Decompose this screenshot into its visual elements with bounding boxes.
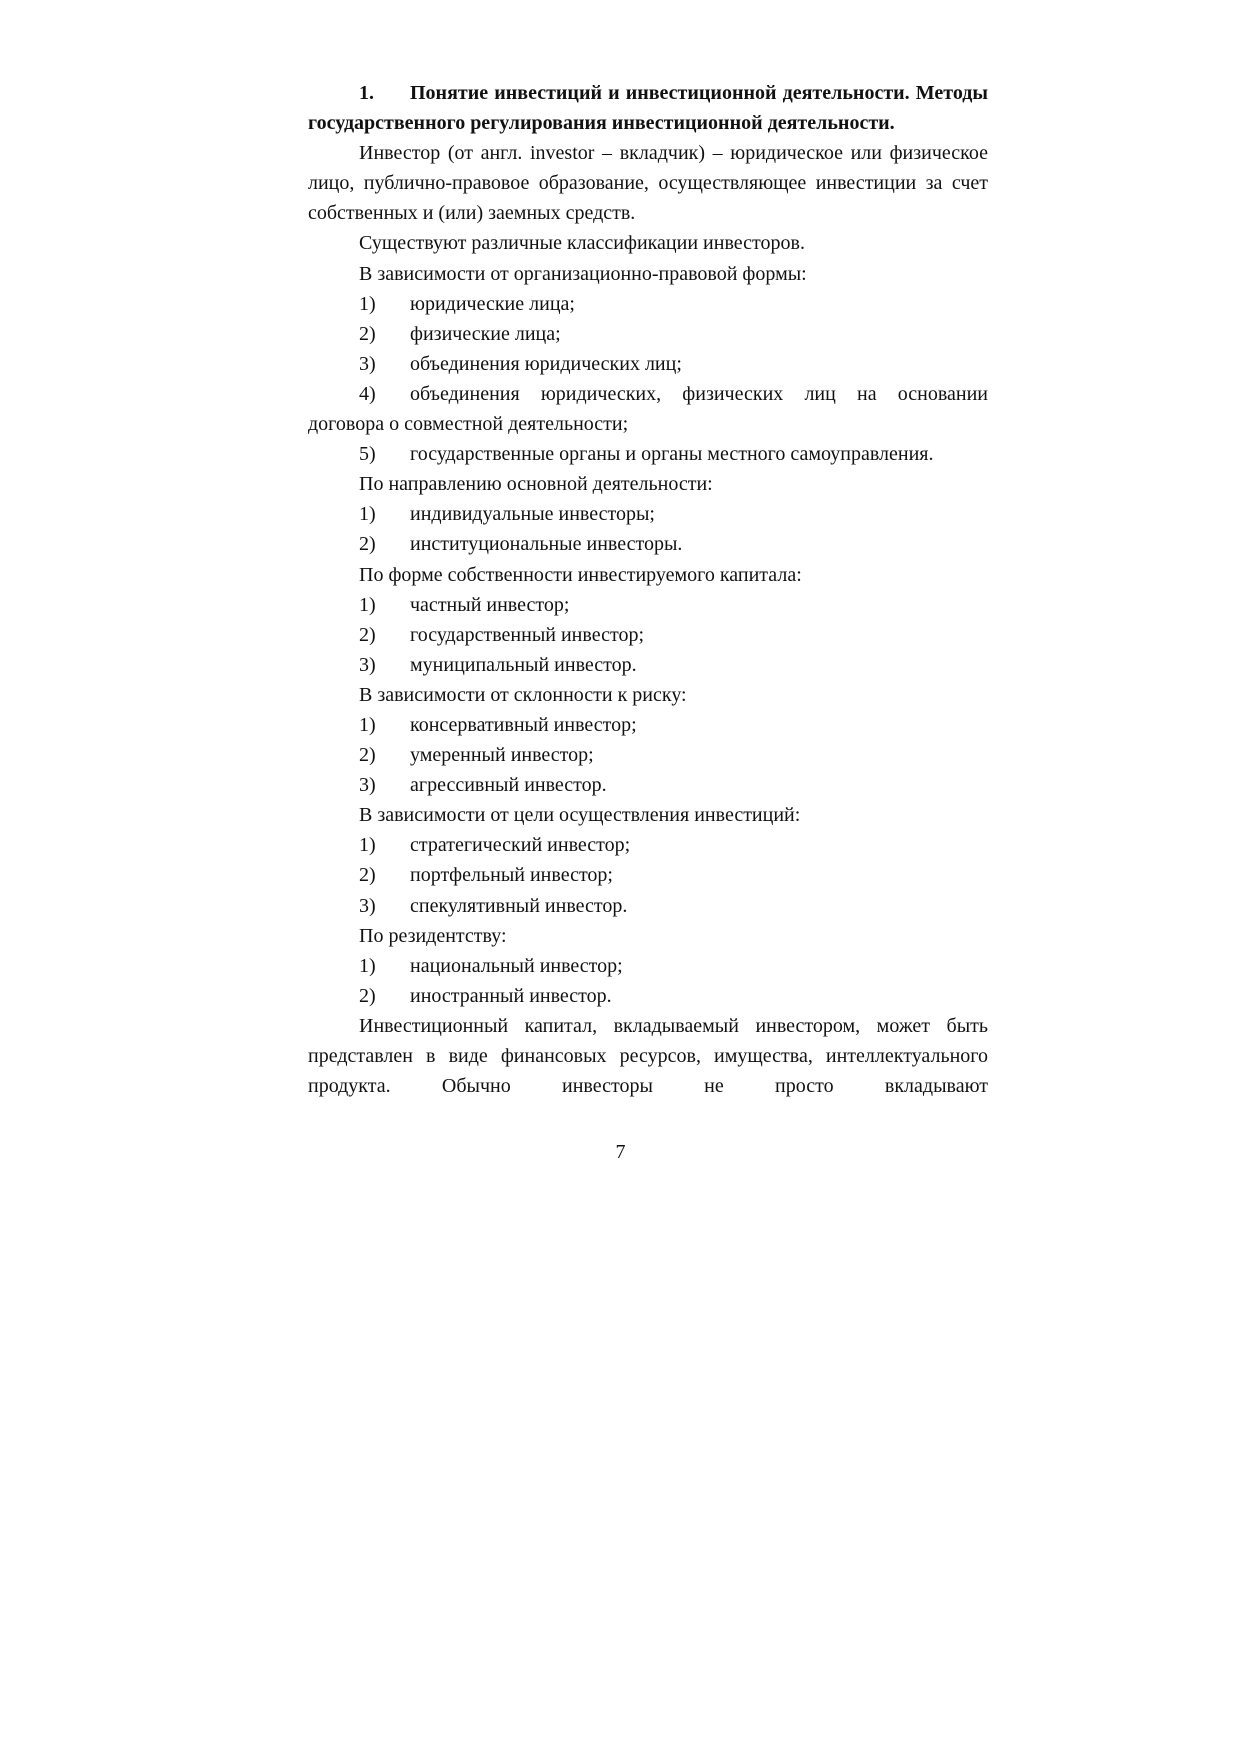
list-item [308,529,988,559]
list-item-number: 3) [359,653,376,676]
list-item-number: 2) [359,984,376,1007]
list-item-text: физические лица; [410,322,561,345]
list-item-number: 2) [359,322,376,345]
list-item [308,620,988,650]
list-item [308,379,988,439]
list-item-text: государственные органы и органы местного самоуправления. [410,443,934,466]
intro-paragraph: Инвестор (от англ. investor – вкладчик) – юридическое или физическое лицо, публично-правовое образование, осуществляющее инвестиции за счет собственных и (или) заемных средств. [308,142,988,225]
list-item [308,349,988,379]
list-item-number: 2) [359,864,376,887]
document-page [308,78,988,1101]
list-item [308,710,988,740]
list-item-text: объединения юридических лиц; [410,352,682,375]
list-item-number: 2) [359,744,376,767]
list-item [308,590,988,620]
list-item [308,770,988,800]
list-item [308,981,988,1011]
list-item-text: спекулятивный инвестор. [410,894,628,917]
list-item-text: национальный инвестор; [410,954,623,977]
list-item-number: 3) [359,894,376,917]
list-item-text: иностранный инвестор. [410,984,612,1007]
list-item-text: индивидуальные инвесторы; [410,503,655,526]
list-item-text: агрессивный инвестор. [410,774,607,797]
list-item-text: умеренный инвестор; [410,744,594,767]
list-item-number: 3) [359,352,376,375]
section-heading [308,78,988,138]
section-title: Понятие инвестиций и инвестиционной деятельности. Методы государственного регулирования инвестиционной деятельности. [308,82,988,135]
group-lead: По направлению основной деятельности: [359,473,713,496]
list-item-text: портфельный инвестор; [410,864,613,887]
list-item-text: юридические лица; [410,292,575,315]
group-lead: В зависимости от цели осуществления инвестиций: [359,804,801,827]
list-item [308,891,988,921]
list-item-number: 1) [359,503,376,526]
list-item-text: государственный инвестор; [410,623,644,646]
list-item-number: 1) [359,954,376,977]
page-number: 7 [615,1141,626,1163]
list-item [308,439,988,469]
list-item-number: 1) [359,593,376,616]
list-item-text: консервативный инвестор; [410,713,637,736]
list-item-text: частный инвестор; [410,593,570,616]
list-item [308,951,988,981]
list-item [308,289,988,319]
list-item [308,499,988,529]
list-item-number: 4) [359,382,376,405]
group-lead: В зависимости от организационно-правовой формы: [359,262,807,285]
list-item-number: 1) [359,713,376,736]
list-item-text: объединения юридических, физических лиц на основании договора о совместной деятельности; [308,382,988,436]
list-item-number: 5) [359,443,376,466]
list-item-number: 2) [359,533,376,556]
list-item [308,830,988,860]
group-lead: По резидентству: [359,924,507,947]
group-lead: По форме собственности инвестируемого капитала: [359,563,802,586]
list-item-number: 2) [359,623,376,646]
list-item [308,860,988,890]
list-item-number: 1) [359,834,376,857]
list-item-number: 3) [359,774,376,797]
closing-paragraph: Инвестиционный капитал, вкладываемый инвестором, может быть представлен в виде финансовых ресурсов, имущества, интеллектуального продукта. Обычно инвесторы не просто вкладывают [308,1014,988,1098]
list-item-text: муниципальный инвестор. [410,653,637,676]
section-number: 1. [359,82,374,104]
list-item [308,650,988,680]
list-item-text: институциональные инвесторы. [410,533,683,556]
group-lead: В зависимости от склонности к риску: [359,683,687,706]
list-item-text: стратегический инвестор; [410,834,631,857]
list-item-number: 1) [359,292,376,315]
classifications-intro: Существуют различные классификации инвесторов. [359,232,805,255]
list-item [308,740,988,770]
list-item [308,319,988,349]
